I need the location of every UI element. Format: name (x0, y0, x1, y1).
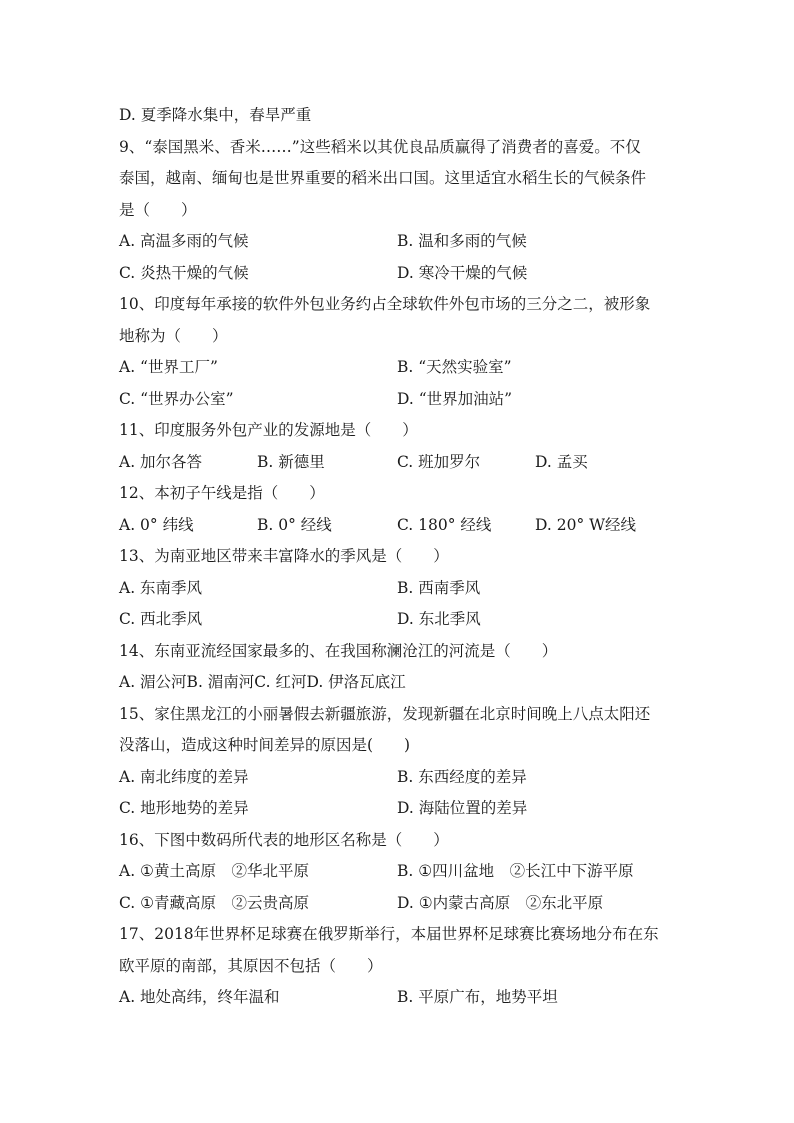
text-line: 14、东南亚流经国家最多的、在我国称澜沧江的河流是（ ） (119, 641, 558, 660)
text-line: D. 夏季降水集中，春旱严重 (119, 106, 312, 124)
option-row (119, 384, 679, 416)
answer-option: A. 加尔各答 (119, 452, 203, 471)
text-line: 10、印度每年承接的软件外包业务约占全球软件外包市场的三分之二，被形象 (119, 295, 651, 313)
answer-option: D. 东北季风 (397, 610, 481, 628)
answer-option: C. 180° 经线 (397, 515, 492, 534)
text-line: 欧平原的南部，其原因不包括（ ） (119, 956, 383, 975)
answer-option: C. ①青藏高原 ②云贵高原 (119, 893, 310, 912)
text-line: 17、2018年世界杯足球赛在俄罗斯举行，本届世界杯足球赛比赛场地分布在东 (119, 925, 659, 943)
text-line: 15、家住黑龙江的小丽暑假去新疆旅游，发现新疆在北京时间晚上八点太阳还 (119, 704, 651, 723)
option-row (119, 604, 679, 636)
text-line: 是（ ） (119, 200, 197, 219)
answer-option: C. 班加罗尔 (397, 452, 481, 471)
answer-option: A. 东南季风 (119, 578, 203, 597)
answer-option: B. 温和多雨的气候 (397, 232, 527, 250)
text-line: 9、“泰国黑米、香米……”这些稻米以其优良品质赢得了消费者的喜爱。不仅 (119, 137, 641, 156)
answer-option: D. 20° W经线 (535, 515, 637, 534)
answer-option: B. “天然实验室” (397, 358, 512, 376)
answer-option: D. ①内蒙古高原 ②东北平原 (397, 893, 604, 912)
option-row (119, 982, 679, 1014)
option-row (119, 510, 679, 542)
option-row (119, 447, 679, 479)
answer-option: A. 0° 纬线 (119, 515, 194, 534)
answer-option: A. ①黄土高原 ②华北平原 (119, 862, 309, 880)
answer-option: A. “世界工厂” (119, 358, 218, 376)
text-line: 泰国，越南、缅甸也是世界重要的稻米出口国。这里适宜水稻生长的气候条件 (119, 169, 647, 187)
answer-option: C. 地形地势的差异 (119, 799, 249, 817)
answer-option: B. 0° 经线 (257, 515, 332, 534)
answer-option: C. 炎热干燥的气候 (119, 263, 249, 282)
answer-option: A. 地处高纬，终年温和 (119, 988, 280, 1006)
text-line: 没落山，造成这种时间差异的原因是( ) (119, 736, 411, 754)
option-row (119, 762, 679, 794)
answer-option: D. “世界加油站” (397, 389, 513, 408)
answer-option: C. “世界办公室” (119, 389, 234, 408)
text-line: 16、下图中数码所代表的地形区名称是（ ） (119, 830, 449, 849)
option-row (119, 793, 679, 825)
text-line: 11、印度服务外包产业的发源地是（ ） (119, 421, 418, 439)
answer-option: A. 高温多雨的气候 (119, 232, 249, 250)
question-content (119, 100, 679, 1014)
answer-option: B. 新德里 (257, 452, 325, 471)
option-row (119, 888, 679, 920)
answer-option: D. 寒冷干燥的气候 (397, 263, 528, 282)
option-row (119, 352, 679, 384)
option-row (119, 856, 679, 888)
text-line: 地称为（ ） (119, 326, 228, 345)
option-row (119, 258, 679, 290)
answer-option: C. 西北季风 (119, 610, 203, 628)
answer-option: B. 东西经度的差异 (397, 767, 527, 786)
answer-option: B. 平原广布，地势平坦 (397, 988, 558, 1006)
text-line: 12、本初子午线是指（ ） (119, 484, 325, 502)
answer-option: D. 孟买 (535, 452, 588, 471)
text-line: A. 湄公河B. 湄南河C. 红河D. 伊洛瓦底江 (119, 673, 406, 691)
option-row (119, 226, 679, 258)
answer-option: B. ①四川盆地 ②长江中下游平原 (397, 862, 634, 880)
answer-option: A. 南北纬度的差异 (119, 767, 249, 786)
text-line: 13、为南亚地区带来丰富降水的季风是（ ） (119, 547, 449, 565)
option-row (119, 573, 679, 605)
answer-option: D. 海陆位置的差异 (397, 799, 528, 817)
answer-option: B. 西南季风 (397, 578, 481, 597)
